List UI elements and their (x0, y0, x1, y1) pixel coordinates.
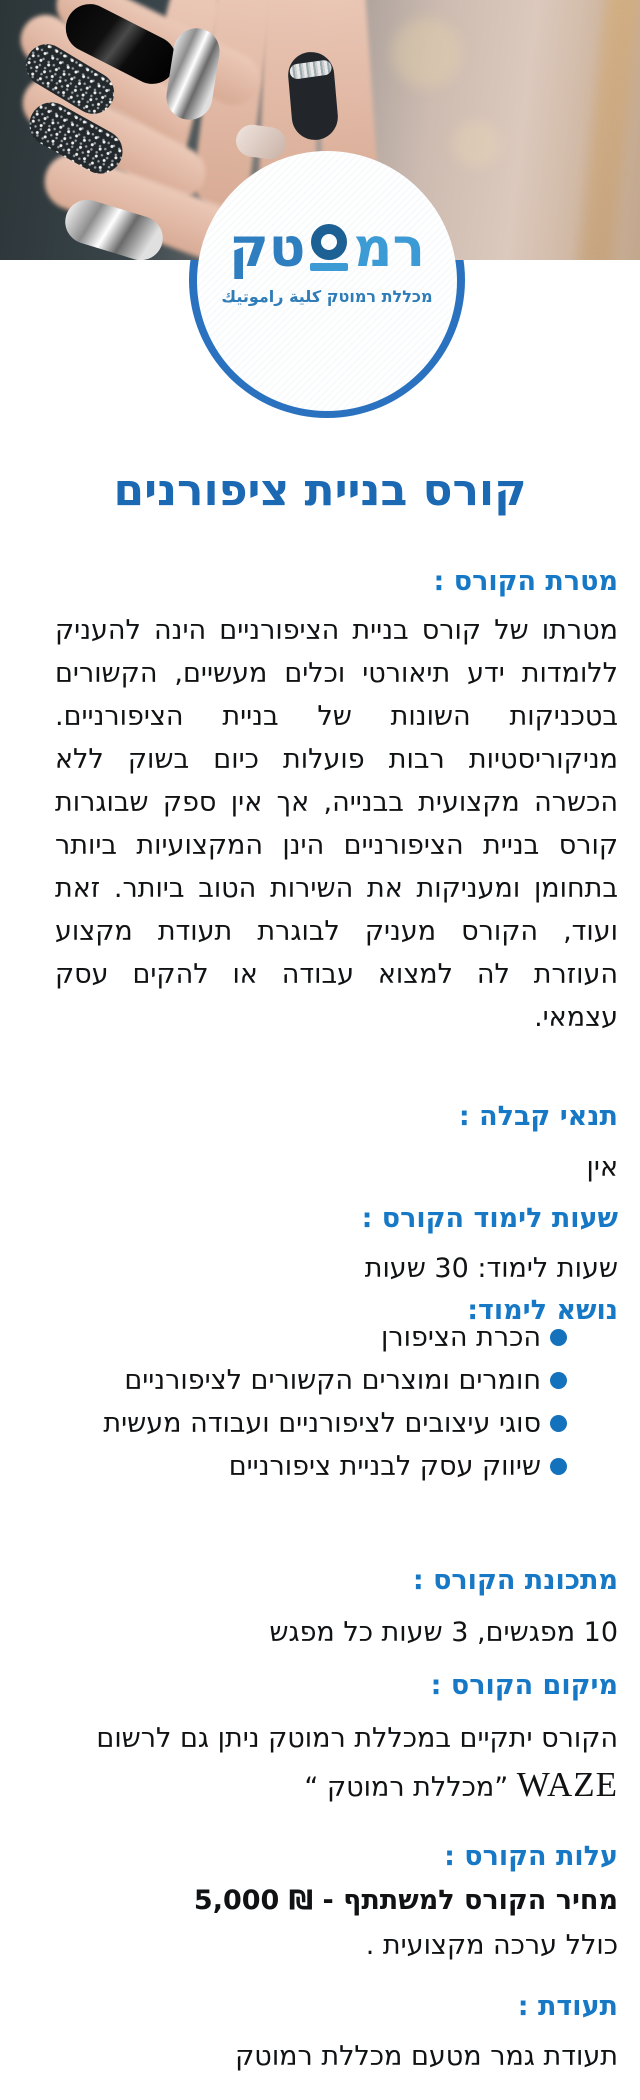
section-heading-certificate: תעודת : (517, 1991, 618, 2023)
o-ring-underbar (310, 263, 348, 271)
bullet-icon (550, 1372, 567, 1389)
section-body-format: 10 מפגשים, 3 שעות כל מפגש (269, 1617, 618, 1648)
waze-brand-text: WAZE (516, 1765, 618, 1804)
section-heading-location: מיקום הקורס : (430, 1670, 618, 1702)
bokeh-light-shape (392, 18, 462, 88)
list-item (55, 1402, 567, 1445)
logo-wordmark-left: טק (228, 216, 306, 279)
jewel-band-shape (289, 59, 333, 80)
bullet-icon (550, 1329, 567, 1346)
list-item-label: סוגי עיצובים לציפורניים ועבודה מעשית (103, 1408, 541, 1439)
logo-badge (197, 151, 457, 411)
hair-strand-shape (577, 0, 640, 260)
page-title: קורס בניית ציפורנים (113, 465, 527, 517)
section-body-goal: מטרתו של קורס בניית הציפורניים הינה להעניק ללומדות ידע תיאורטי וכלים מעשיים, הקשורים בטכניקות השונות של בניית הציפורניים. מניקוריסטיות רבות פועלות כיום בשוק ללא הכשרה מקצועית בבנייה, אך אין ספק שבוגרות קורס בניית הציפורניים הינן המקצועיות ביותר בתחומן ומעניקות את השירות הטוב ביותר. זאת ועוד, הקורס מעניק לבוגרת תעודת מקצוע העוזרת לה למצוא עבודה או להקים עסק עצמאי. (55, 615, 618, 1033)
logo-subtitle: מכללת רמוטק كلية راموتيك (221, 287, 433, 306)
section-heading-goal: מטרת הקורס : (433, 566, 618, 598)
section-heading-cost: עלות הקורס : (444, 1841, 618, 1873)
waze-destination-quote: ”מכללת רמוטק “ (304, 1772, 509, 1803)
o-ring-icon (310, 224, 348, 271)
matte-nail-shape (286, 50, 339, 142)
list-item-label: הכרת הציפורן (381, 1322, 541, 1353)
bokeh-light-shape (452, 120, 500, 168)
list-item (55, 1359, 567, 1402)
list-item-label: שיווק עסק לבניית ציפורניים (228, 1451, 541, 1482)
section-body-certificate: תעודת גמר מטעם מכללת רמוטק (235, 2041, 618, 2072)
section-body-hours: שעות לימוד: 30 שעות (364, 1253, 618, 1284)
section-heading-hours: שעות לימוד הקורס : (361, 1203, 618, 1235)
o-ring-circle (311, 224, 347, 260)
section-body-admission: אין (586, 1152, 618, 1183)
list-item (55, 1316, 567, 1359)
list-item (55, 1445, 567, 1488)
list-item-label: חומרים ומוצרים הקשורים לציפורניים (124, 1365, 541, 1396)
section-body-location: הקורס יתקיים במכללת רמוטק ניתן גם לרשום (96, 1723, 618, 1754)
section-heading-admission: תנאי קבלה : (458, 1101, 618, 1133)
section-heading-format: מתכונת הקורס : (412, 1565, 618, 1597)
bullet-icon (550, 1458, 567, 1475)
section-body-price-note: כולל ערכה מקצועית . (365, 1930, 618, 1961)
logo-wordmark-right: רמ (353, 216, 426, 279)
section-body-location-waze (55, 1760, 618, 1813)
topics-list (55, 1316, 567, 1488)
section-heading-topics: נושא לימוד: (467, 1295, 618, 1327)
section-body-price: מחיר הקורס למשתתף - ₪ 5,000 (193, 1885, 618, 1916)
bullet-icon (550, 1415, 567, 1432)
logo-wordmark (228, 216, 426, 279)
